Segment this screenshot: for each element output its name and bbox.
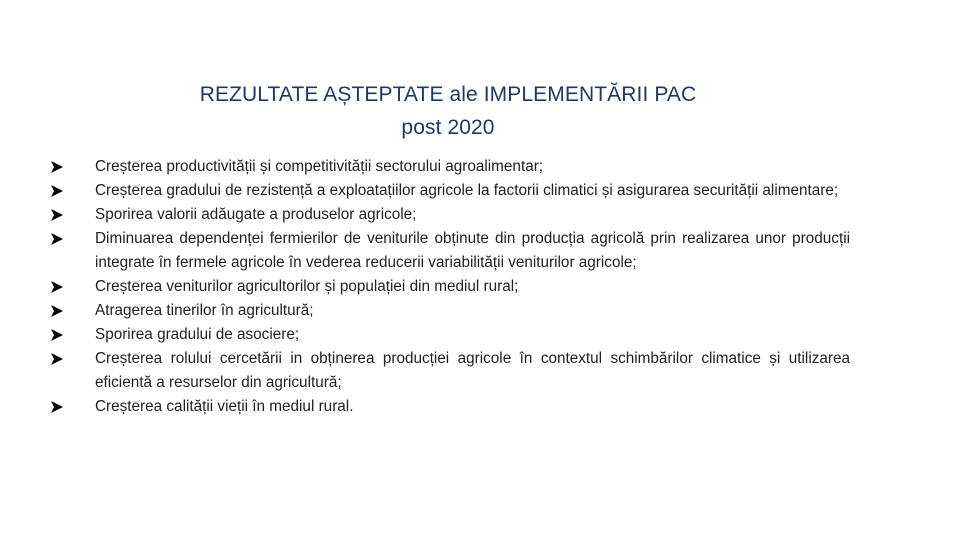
arrow-bullet-icon (50, 400, 64, 414)
slide-title-line-2: post 2020 (401, 116, 495, 139)
bullet-item (50, 179, 850, 203)
bullet-text: Creșterea veniturilor agricultorilor și populației din mediul rural; (95, 278, 519, 295)
arrow-bullet-icon (50, 304, 64, 318)
arrow-bullet-icon (50, 208, 64, 222)
slide-title-line-1: REZULTATE AȘTEPTATE ale IMPLEMENTĂRII PAC (199, 83, 697, 106)
slide-title (150, 78, 746, 144)
bullet-list (50, 155, 850, 419)
bullet-text: Sporirea gradului de asociere; (95, 326, 300, 343)
bullet-text: Creșterea gradului de rezistență a exploatațiilor agricole la factorii climatici și asigurarea securității alimentare; (95, 182, 839, 199)
bullet-item (50, 299, 850, 323)
bullet-item (50, 155, 850, 179)
bullet-text: Sporirea valorii adăugate a produselor agricole; (95, 206, 417, 223)
arrow-bullet-icon (50, 184, 64, 198)
arrow-bullet-icon (50, 280, 64, 294)
arrow-bullet-icon (50, 160, 64, 174)
bullet-item (50, 227, 850, 275)
bullet-text: Creșterea productivității și competitivității sectorului agroalimentar; (95, 158, 544, 175)
bullet-text: Creșterea rolului cercetării in obținerea producției agricole în contextul schimbărilor climatice și utilizarea eficientă a resurselor din agricultură; (95, 350, 850, 391)
arrow-bullet-icon (50, 328, 64, 342)
bullet-item (50, 323, 850, 347)
bullet-item (50, 203, 850, 227)
bullet-item (50, 395, 850, 419)
bullet-item (50, 347, 850, 395)
bullet-item (50, 275, 850, 299)
bullet-text: Creșterea calității vieții în mediul rural. (95, 398, 354, 415)
bullet-text: Atragerea tinerilor în agricultură; (95, 302, 314, 319)
bullet-text: Diminuarea dependenței fermierilor de veniturile obținute din producția agricolă prin realizarea unor producții integrate în fermele agricole în vederea reducerii variabilității veniturilor agricole; (95, 230, 850, 271)
arrow-bullet-icon (50, 232, 64, 246)
arrow-bullet-icon (50, 352, 64, 366)
